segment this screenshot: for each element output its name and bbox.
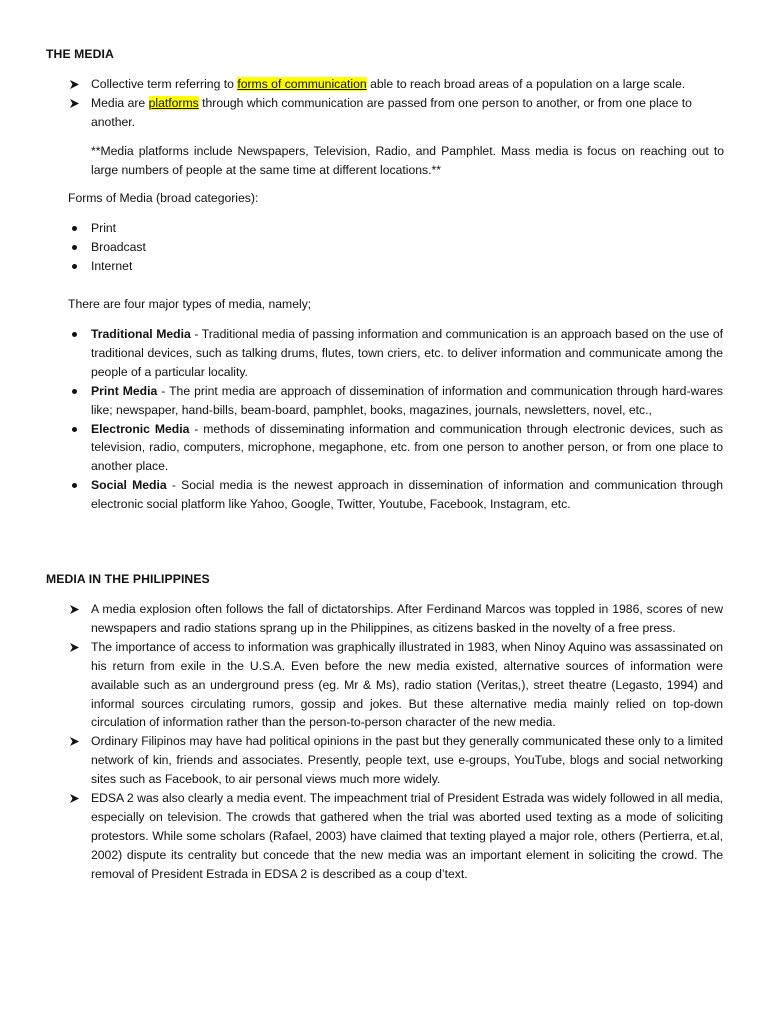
item-text: Ordinary Filipinos may have had political opinions in the past but they generally communicated these only to a limited network of kin, friends and associates. Presently, people text, use e-groups, YouTube, blogs and social networking sites such as Facebook, to air personal views much more widely. [91,734,723,787]
media-type-desc: - Social media is the newest approach in dissemination of information and communication through electronic social platform like Yahoo, Google, Twitter, Youtube, Facebook, Instagram, etc. [91,478,724,512]
item-text: The importance of access to information was graphically illustrated in 1983, when Ninoy Aquino was assassinated on his return from exile in the U.S.A. Even before the new media existed, alternative sources of information were available such as an underground press (eg. Mr & Ms), radio station (Veritas,), street theatre (Legasto, 1994) and informal sources circulating rumors, gossip and jokes. But these alternative media mainly relied on top-down circulation of information rather than the person-to-person character of the new media. [91,639,723,730]
item-text: Broadcast [91,239,146,254]
philippines-media-list [0,600,768,884]
bullet-icon [68,238,82,257]
list-item [0,75,768,94]
item-text: Internet [91,258,133,273]
list-item [0,638,768,733]
highlighted-term: platforms [148,95,199,110]
bullet-icon [68,325,82,344]
types-intro: There are four major types of media, namely; [68,297,312,311]
item-text: Media are [91,95,149,110]
bullet-icon [68,382,82,401]
forms-of-media-list [0,219,768,276]
arrow-bullet-icon [68,94,82,113]
arrow-bullet-icon [68,600,82,619]
forms-of-media-label: Forms of Media (broad categories): [68,191,259,205]
bullet-icon [68,476,82,495]
arrow-bullet-icon [68,638,82,657]
list-item [0,600,768,638]
list-item [0,732,768,789]
item-text: A media explosion often follows the fall of dictatorships. After Ferdinand Marcos was toppled in 1986, scores of new newspapers and radio stations sprang up in the Philippines, as citizens basked in the novelty of a free press. [91,602,723,635]
media-definition-list [0,75,768,132]
item-text: Print [91,221,117,235]
list-item [0,257,768,276]
arrow-bullet-icon [68,732,82,751]
bullet-icon [68,257,82,276]
item-text: through which communication are passed from one person to another, or from one place to another. [91,95,692,129]
list-item [0,219,768,238]
media-type-name: Print Media [91,383,158,398]
media-type-desc: - methods of disseminating information and communication through electronic devices, such as television, radio, computers, microphone, megaphone, etc. from one person to another person, or from one place to another place. [91,421,723,474]
media-type-name: Social Media [91,478,167,493]
item-text: EDSA 2 was also clearly a media event. The impeachment trial of President Estrada was widely followed in all media, especially on television. The crowds that gathered when the trial was aborted used texting as a mode of soliciting protestors. While some scholars (Rafael, 2003) have claimed that texting played a major role, others (Pertierra, et.al, 2002) dispute its centrality but concede that the new media was an important element in soliciting the crowd. The removal of President Estrada in EDSA 2 is described as a coup d’text. [91,791,723,881]
item-text: able to reach broad areas of a population on a large scale. [366,77,686,91]
media-type-desc: - Traditional media of passing information and communication is an approach based on the use of traditional devices, such as talking drums, flutes, town criers, etc. to deliver information and communicate among the people of a particular locality. [91,327,723,379]
list-item [0,94,768,132]
section-heading-media-in-the-philippines: MEDIA IN THE PHILIPPINES [46,572,210,586]
list-item [0,476,768,514]
list-item [0,789,768,884]
arrow-bullet-icon [68,789,82,808]
list-item [0,238,768,257]
bullet-icon [68,219,82,238]
media-type-name: Traditional Media [91,327,191,341]
media-type-name: Electronic Media [91,421,190,436]
media-platforms-note: **Media platforms include Newspapers, Television, Radio, and Pamphlet. Mass media is focus on reaching out to large numbers of people at the same time at different locations.** [91,144,724,177]
item-text: Collective term referring to [91,77,238,91]
media-type-desc: - The print media are approach of dissemination of information and communication through hard-wares like; newspaper, hand-bills, beam-board, pamphlet, books, magazines, journals, newsletters, novel, etc., [91,383,724,417]
arrow-bullet-icon [68,75,82,94]
list-item [0,325,768,382]
section-heading-the-media: THE MEDIA [46,47,114,61]
highlighted-term: forms of communication [237,77,367,91]
types-of-media-list [0,325,768,514]
list-item [0,382,768,420]
bullet-icon [68,420,82,439]
list-item [0,420,768,477]
